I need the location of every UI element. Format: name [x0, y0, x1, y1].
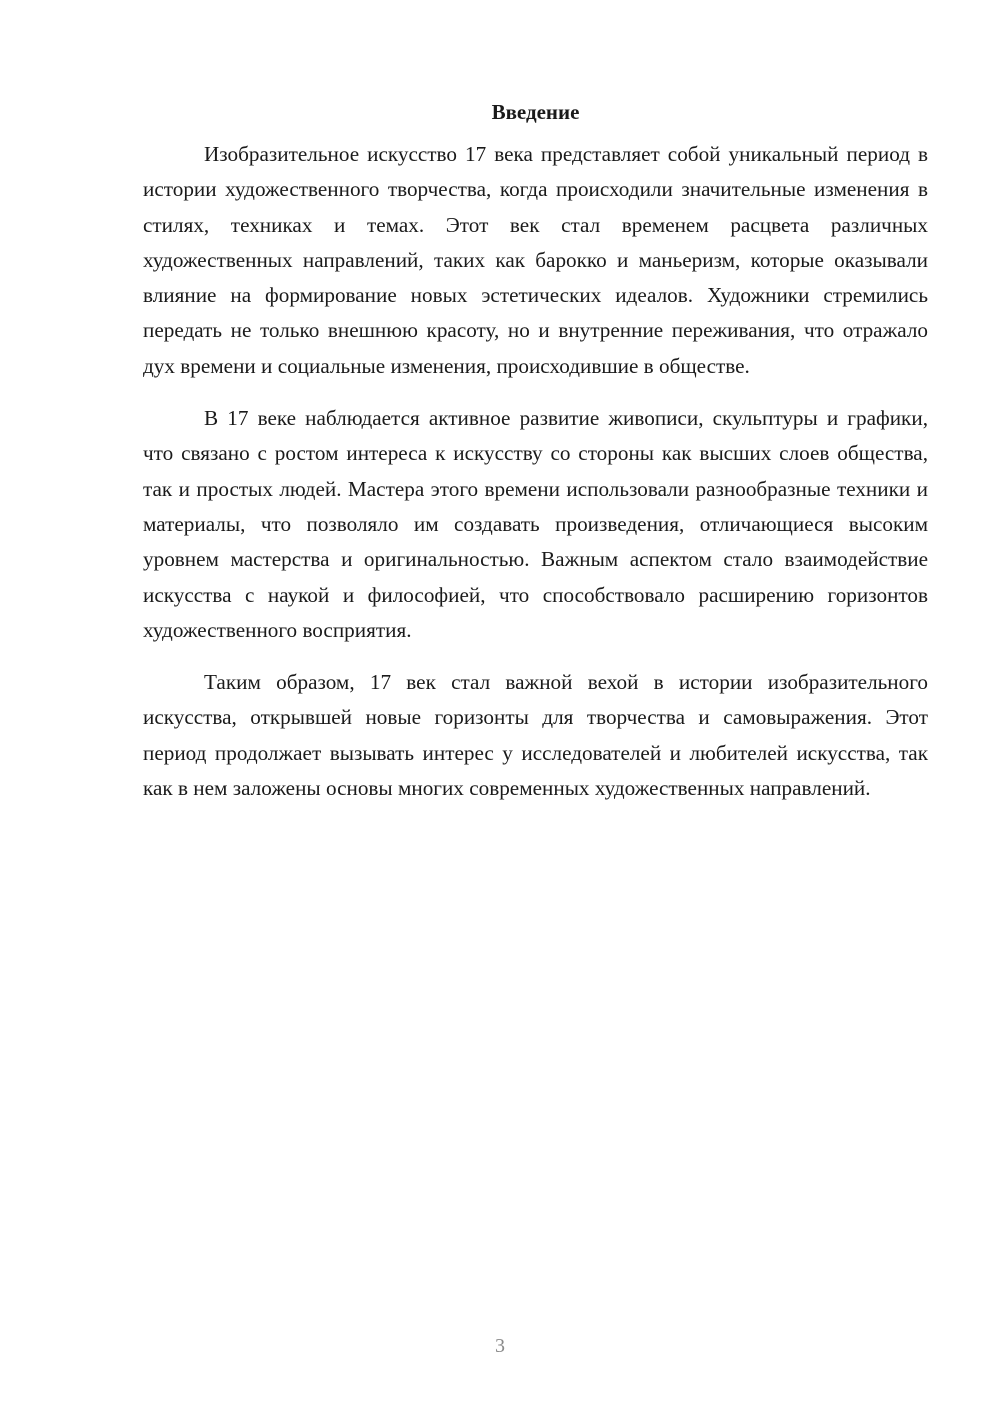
paragraph-development: В 17 веке наблюдается активное развитие живописи, скульптуры и графики, что связано с ростом интереса к искусству со стороны как высших слоев общества, так и простых людей. Мастера этого времени использовали разнообразные техники и материалы, что позволяло им создавать произведения, отличающиеся высоким уровнем мастерства и оригинальностью. Важным аспектом стало взаимодействие искусства с наукой и философией, что способствовало расширению горизонтов художественного восприятия.: [143, 406, 928, 642]
page-number: 3: [495, 1335, 505, 1357]
paragraph-intro: Изобразительное искусство 17 века представляет собой уникальный период в истории художественного творчества, когда происходили значительные изменения в стилях, техниках и темах. Этот век стал временем расцвета различных художественных направлений, таких как барокко и маньеризм, которые оказывали влияние на формирование новых эстетических идеалов. Художники стремились передать не только внешнюю красоту, но и внутренние переживания, что отражало дух времени и социальные изменения, происходившие в обществе.: [143, 142, 928, 378]
page-title: Введение: [491, 100, 580, 124]
page-content: [143, 96, 928, 823]
paragraph-conclusion: Таким образом, 17 век стал важной вехой в истории изобразительного искусства, открывшей новые горизонты для творчества и самовыражения. Этот период продолжает вызывать интерес у исследователей и любителей искусства, так как в нем заложены основы многих современных художественных направлений.: [143, 670, 928, 801]
